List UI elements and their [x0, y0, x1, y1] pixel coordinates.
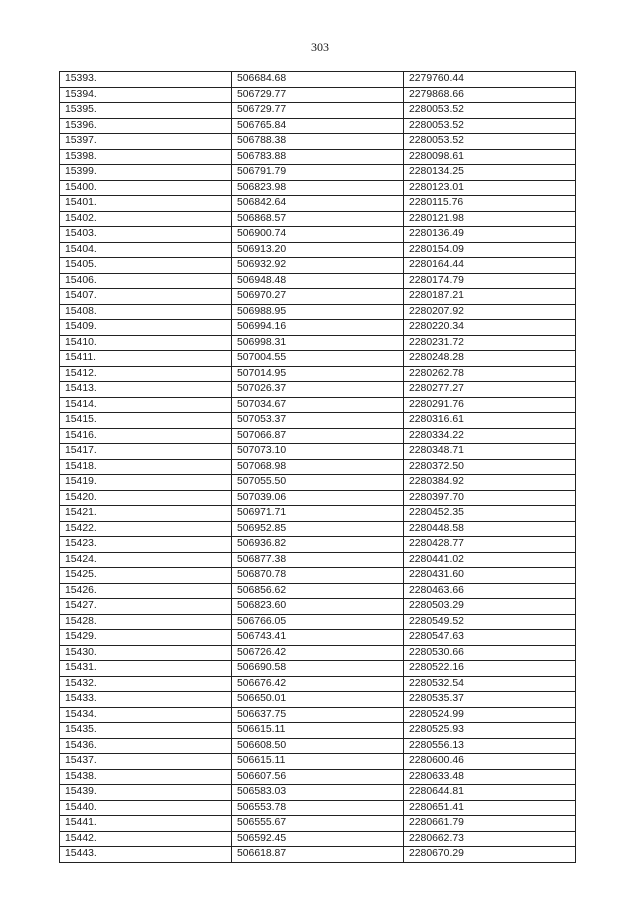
x-coordinate-cell: 506868.57	[232, 211, 404, 227]
y-coordinate-cell: 2280248.28	[404, 351, 576, 367]
table-row	[60, 397, 576, 413]
point-number-cell: 15419.	[60, 475, 232, 491]
y-coordinate-cell: 2280600.46	[404, 754, 576, 770]
point-number-cell: 15422.	[60, 521, 232, 537]
table-row	[60, 227, 576, 243]
point-number-cell: 15427.	[60, 599, 232, 615]
x-coordinate-cell: 506998.31	[232, 335, 404, 351]
x-coordinate-cell: 506823.98	[232, 180, 404, 196]
point-number-cell: 15437.	[60, 754, 232, 770]
y-coordinate-cell: 2280503.29	[404, 599, 576, 615]
y-coordinate-cell: 2280463.66	[404, 583, 576, 599]
point-number-cell: 15399.	[60, 165, 232, 181]
table-row	[60, 568, 576, 584]
x-coordinate-cell: 506823.60	[232, 599, 404, 615]
point-number-cell: 15414.	[60, 397, 232, 413]
y-coordinate-cell: 2280384.92	[404, 475, 576, 491]
x-coordinate-cell: 506913.20	[232, 242, 404, 258]
x-coordinate-cell: 506690.58	[232, 661, 404, 677]
x-coordinate-cell: 506952.85	[232, 521, 404, 537]
point-number-cell: 15418.	[60, 459, 232, 475]
x-coordinate-cell: 506856.62	[232, 583, 404, 599]
point-number-cell: 15409.	[60, 320, 232, 336]
x-coordinate-cell: 506615.11	[232, 723, 404, 739]
x-coordinate-cell: 506791.79	[232, 165, 404, 181]
table-row	[60, 552, 576, 568]
y-coordinate-cell: 2280123.01	[404, 180, 576, 196]
point-number-cell: 15394.	[60, 87, 232, 103]
y-coordinate-cell: 2280448.58	[404, 521, 576, 537]
x-coordinate-cell: 506994.16	[232, 320, 404, 336]
point-number-cell: 15430.	[60, 645, 232, 661]
table-row	[60, 630, 576, 646]
point-number-cell: 15408.	[60, 304, 232, 320]
x-coordinate-cell: 506783.88	[232, 149, 404, 165]
y-coordinate-cell: 2280334.22	[404, 428, 576, 444]
x-coordinate-cell: 506970.27	[232, 289, 404, 305]
table-row	[60, 335, 576, 351]
point-number-cell: 15429.	[60, 630, 232, 646]
table-row	[60, 258, 576, 274]
x-coordinate-cell: 506729.77	[232, 87, 404, 103]
x-coordinate-cell: 506650.01	[232, 692, 404, 708]
table-row	[60, 583, 576, 599]
point-number-cell: 15415.	[60, 413, 232, 429]
x-coordinate-cell: 506936.82	[232, 537, 404, 553]
y-coordinate-cell: 2280428.77	[404, 537, 576, 553]
x-coordinate-cell: 506870.78	[232, 568, 404, 584]
y-coordinate-cell: 2280164.44	[404, 258, 576, 274]
page-number: 303	[311, 40, 329, 54]
table-row	[60, 614, 576, 630]
y-coordinate-cell: 2280661.79	[404, 816, 576, 832]
table-row	[60, 242, 576, 258]
point-number-cell: 15412.	[60, 366, 232, 382]
table-row	[60, 754, 576, 770]
x-coordinate-cell: 507026.37	[232, 382, 404, 398]
x-coordinate-cell: 506877.38	[232, 552, 404, 568]
x-coordinate-cell: 506842.64	[232, 196, 404, 212]
y-coordinate-cell: 2280121.98	[404, 211, 576, 227]
y-coordinate-cell: 2280530.66	[404, 645, 576, 661]
table-body	[60, 72, 576, 863]
table-row	[60, 180, 576, 196]
point-number-cell: 15410.	[60, 335, 232, 351]
y-coordinate-cell: 2280547.63	[404, 630, 576, 646]
y-coordinate-cell: 2280053.52	[404, 134, 576, 150]
y-coordinate-cell: 2280535.37	[404, 692, 576, 708]
y-coordinate-cell: 2280532.54	[404, 676, 576, 692]
y-coordinate-cell: 2280452.35	[404, 506, 576, 522]
y-coordinate-cell: 2280134.25	[404, 165, 576, 181]
point-number-cell: 15417.	[60, 444, 232, 460]
y-coordinate-cell: 2280115.76	[404, 196, 576, 212]
y-coordinate-cell: 2280187.21	[404, 289, 576, 305]
table-row	[60, 769, 576, 785]
table-row	[60, 692, 576, 708]
point-number-cell: 15441.	[60, 816, 232, 832]
point-number-cell: 15395.	[60, 103, 232, 119]
point-number-cell: 15401.	[60, 196, 232, 212]
table-row	[60, 475, 576, 491]
table-row	[60, 165, 576, 181]
point-number-cell: 15397.	[60, 134, 232, 150]
x-coordinate-cell: 506608.50	[232, 738, 404, 754]
y-coordinate-cell: 2280633.48	[404, 769, 576, 785]
point-number-cell: 15406.	[60, 273, 232, 289]
x-coordinate-cell: 506684.68	[232, 72, 404, 88]
table-row	[60, 521, 576, 537]
x-coordinate-cell: 507066.87	[232, 428, 404, 444]
table-row	[60, 847, 576, 863]
y-coordinate-cell: 2280651.41	[404, 800, 576, 816]
x-coordinate-cell: 506729.77	[232, 103, 404, 119]
x-coordinate-cell: 506788.38	[232, 134, 404, 150]
y-coordinate-cell: 2280291.76	[404, 397, 576, 413]
table-row	[60, 723, 576, 739]
table-row	[60, 72, 576, 88]
point-number-cell: 15416.	[60, 428, 232, 444]
point-number-cell: 15443.	[60, 847, 232, 863]
y-coordinate-cell: 2280174.79	[404, 273, 576, 289]
point-number-cell: 15428.	[60, 614, 232, 630]
point-number-cell: 15411.	[60, 351, 232, 367]
y-coordinate-cell: 2280372.50	[404, 459, 576, 475]
x-coordinate-cell: 506726.42	[232, 645, 404, 661]
table-row	[60, 785, 576, 801]
y-coordinate-cell: 2280348.71	[404, 444, 576, 460]
point-number-cell: 15438.	[60, 769, 232, 785]
y-coordinate-cell: 2280670.29	[404, 847, 576, 863]
point-number-cell: 15425.	[60, 568, 232, 584]
y-coordinate-cell: 2280316.61	[404, 413, 576, 429]
point-number-cell: 15440.	[60, 800, 232, 816]
x-coordinate-cell: 506553.78	[232, 800, 404, 816]
x-coordinate-cell: 506988.95	[232, 304, 404, 320]
y-coordinate-cell: 2280549.52	[404, 614, 576, 630]
table-row	[60, 676, 576, 692]
x-coordinate-cell: 506592.45	[232, 831, 404, 847]
point-number-cell: 15421.	[60, 506, 232, 522]
point-number-cell: 15393.	[60, 72, 232, 88]
table-row	[60, 289, 576, 305]
x-coordinate-cell: 506618.87	[232, 847, 404, 863]
point-number-cell: 15398.	[60, 149, 232, 165]
point-number-cell: 15404.	[60, 242, 232, 258]
table-row	[60, 599, 576, 615]
y-coordinate-cell: 2280136.49	[404, 227, 576, 243]
table-row	[60, 196, 576, 212]
table-row	[60, 661, 576, 677]
point-number-cell: 15396.	[60, 118, 232, 134]
x-coordinate-cell: 507004.55	[232, 351, 404, 367]
x-coordinate-cell: 506607.56	[232, 769, 404, 785]
x-coordinate-cell: 506555.67	[232, 816, 404, 832]
x-coordinate-cell: 506900.74	[232, 227, 404, 243]
point-number-cell: 15403.	[60, 227, 232, 243]
y-coordinate-cell: 2280098.61	[404, 149, 576, 165]
table-row	[60, 87, 576, 103]
y-coordinate-cell: 2280441.02	[404, 552, 576, 568]
x-coordinate-cell: 506637.75	[232, 707, 404, 723]
y-coordinate-cell: 2280220.34	[404, 320, 576, 336]
table-row	[60, 211, 576, 227]
x-coordinate-cell: 507014.95	[232, 366, 404, 382]
y-coordinate-cell: 2280053.52	[404, 103, 576, 119]
table-row	[60, 366, 576, 382]
y-coordinate-cell: 2280431.60	[404, 568, 576, 584]
y-coordinate-cell: 2280262.78	[404, 366, 576, 382]
y-coordinate-cell: 2280397.70	[404, 490, 576, 506]
point-number-cell: 15413.	[60, 382, 232, 398]
point-number-cell: 15433.	[60, 692, 232, 708]
table-row	[60, 382, 576, 398]
point-number-cell: 15436.	[60, 738, 232, 754]
table-row	[60, 351, 576, 367]
y-coordinate-cell: 2280556.13	[404, 738, 576, 754]
y-coordinate-cell: 2280207.92	[404, 304, 576, 320]
point-number-cell: 15435.	[60, 723, 232, 739]
x-coordinate-cell: 507039.06	[232, 490, 404, 506]
table-row	[60, 831, 576, 847]
y-coordinate-cell: 2280662.73	[404, 831, 576, 847]
table-row	[60, 273, 576, 289]
table-row	[60, 800, 576, 816]
x-coordinate-cell: 506583.03	[232, 785, 404, 801]
x-coordinate-cell: 506932.92	[232, 258, 404, 274]
table-row	[60, 320, 576, 336]
point-number-cell: 15442.	[60, 831, 232, 847]
point-number-cell: 15424.	[60, 552, 232, 568]
x-coordinate-cell: 506676.42	[232, 676, 404, 692]
x-coordinate-cell: 506743.41	[232, 630, 404, 646]
point-number-cell: 15407.	[60, 289, 232, 305]
y-coordinate-cell: 2279760.44	[404, 72, 576, 88]
point-number-cell: 15402.	[60, 211, 232, 227]
table-row	[60, 103, 576, 119]
x-coordinate-cell: 507034.67	[232, 397, 404, 413]
table-row	[60, 304, 576, 320]
x-coordinate-cell: 506765.84	[232, 118, 404, 134]
y-coordinate-cell: 2280644.81	[404, 785, 576, 801]
y-coordinate-cell: 2280154.09	[404, 242, 576, 258]
point-number-cell: 15423.	[60, 537, 232, 553]
table-row	[60, 413, 576, 429]
y-coordinate-cell: 2279868.66	[404, 87, 576, 103]
point-number-cell: 15434.	[60, 707, 232, 723]
point-number-cell: 15400.	[60, 180, 232, 196]
x-coordinate-cell: 506971.71	[232, 506, 404, 522]
table-row	[60, 134, 576, 150]
point-number-cell: 15432.	[60, 676, 232, 692]
y-coordinate-cell: 2280231.72	[404, 335, 576, 351]
y-coordinate-cell: 2280053.52	[404, 118, 576, 134]
point-number-cell: 15405.	[60, 258, 232, 274]
y-coordinate-cell: 2280524.99	[404, 707, 576, 723]
table-row	[60, 428, 576, 444]
x-coordinate-cell: 507053.37	[232, 413, 404, 429]
table-row	[60, 444, 576, 460]
x-coordinate-cell: 506766.05	[232, 614, 404, 630]
table-row	[60, 149, 576, 165]
x-coordinate-cell: 507068.98	[232, 459, 404, 475]
point-number-cell: 15426.	[60, 583, 232, 599]
y-coordinate-cell: 2280522.16	[404, 661, 576, 677]
x-coordinate-cell: 507055.50	[232, 475, 404, 491]
table-row	[60, 816, 576, 832]
table-row	[60, 707, 576, 723]
point-number-cell: 15431.	[60, 661, 232, 677]
y-coordinate-cell: 2280525.93	[404, 723, 576, 739]
x-coordinate-cell: 506615.11	[232, 754, 404, 770]
y-coordinate-cell: 2280277.27	[404, 382, 576, 398]
point-number-cell: 15439.	[60, 785, 232, 801]
table-row	[60, 506, 576, 522]
x-coordinate-cell: 507073.10	[232, 444, 404, 460]
table-row	[60, 738, 576, 754]
coordinates-table	[59, 71, 576, 863]
table-row	[60, 459, 576, 475]
table-row	[60, 537, 576, 553]
table-row	[60, 645, 576, 661]
point-number-cell: 15420.	[60, 490, 232, 506]
table-row	[60, 490, 576, 506]
x-coordinate-cell: 506948.48	[232, 273, 404, 289]
table-row	[60, 118, 576, 134]
